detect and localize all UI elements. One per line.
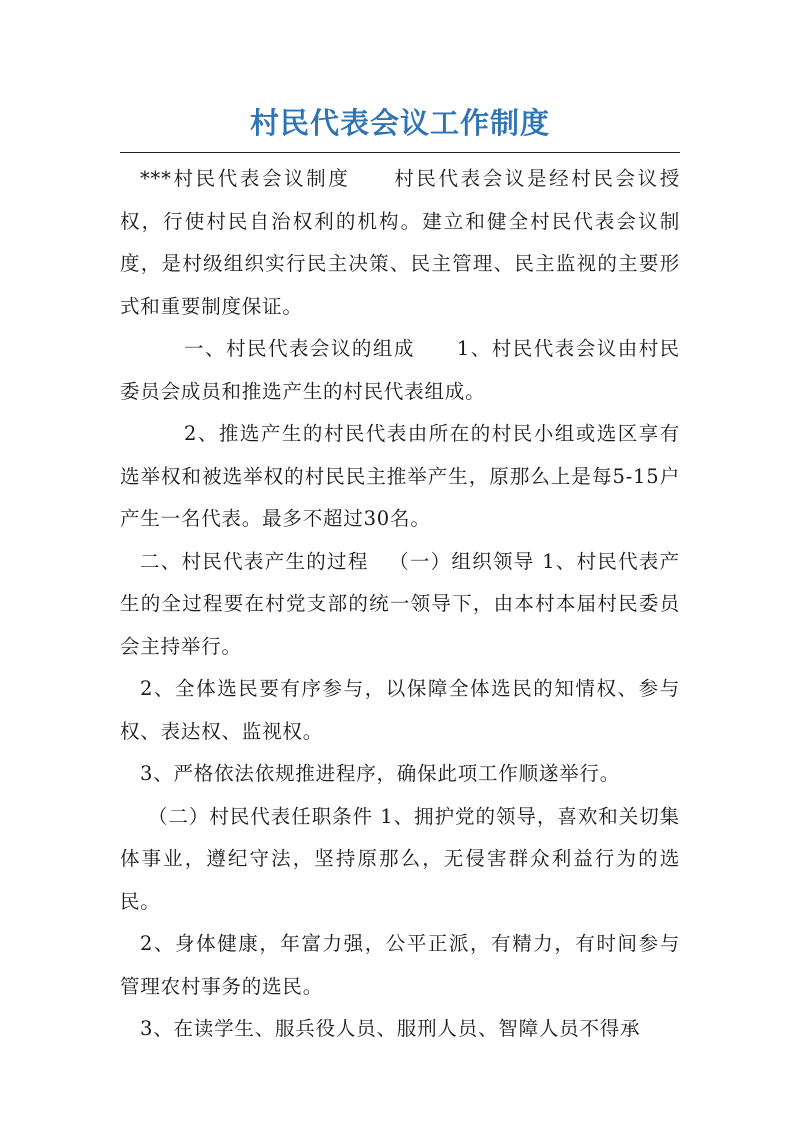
paragraph: 2、身体健康，年富力强，公平正派，有精力，有时间参与管理农村事务的选民。 — [120, 932, 680, 998]
paragraph — [120, 328, 680, 413]
document-title: 村民代表会议工作制度 — [249, 106, 550, 140]
paragraph: （二）村民代表任职条件 1、拥护党的领导，喜欢和关切集体事业，遵纪守法，坚持原那么，无侵害群众利益行为的选民。 — [120, 804, 680, 913]
paragraph — [120, 541, 680, 669]
paragraph-heading: ***村民代表会议制度 — [140, 167, 351, 190]
paragraph-text: （一）组织领导 1、村民代表产生的全过程要在村党支部的统一领导下，由本村本届村民委员会主持举行。 — [120, 549, 680, 658]
paragraph — [120, 158, 680, 328]
paragraph-text: 1、村民代表会议由村民委员会成员和推选产生的村民代表组成。 — [120, 337, 680, 403]
document-body — [120, 158, 680, 1051]
title-divider — [120, 152, 680, 153]
paragraph: 2、推选产生的村民代表由所在的村民小组或选区享有选举权和被选举权的村民民主推举产生，原那么上是每5-15户产生一名代表。最多不超过30名。 — [120, 422, 680, 530]
paragraph-heading: 二、村民代表产生的过程 — [140, 549, 369, 573]
paragraph-text: 村民代表会议是经村民会议授权，行使村民自治权利的机构。建立和健全村民代表会议制度，是村级组织实行民主决策、民主管理、民主监视的主要形式和重要制度保证。 — [120, 167, 680, 318]
paragraph: 3、严格依法依规推进程序，确保此项工作顺遂举行。 — [140, 762, 621, 785]
paragraph: 3、在读学生、服兵役人员、服刑人员、智障人员不得承 — [140, 1017, 641, 1040]
paragraph-heading: 一、村民代表会议的组成 — [184, 337, 415, 360]
paragraph: 2、全体选民要有序参与，以保障全体选民的知情权、参与权、表达权、监视权。 — [120, 677, 680, 743]
